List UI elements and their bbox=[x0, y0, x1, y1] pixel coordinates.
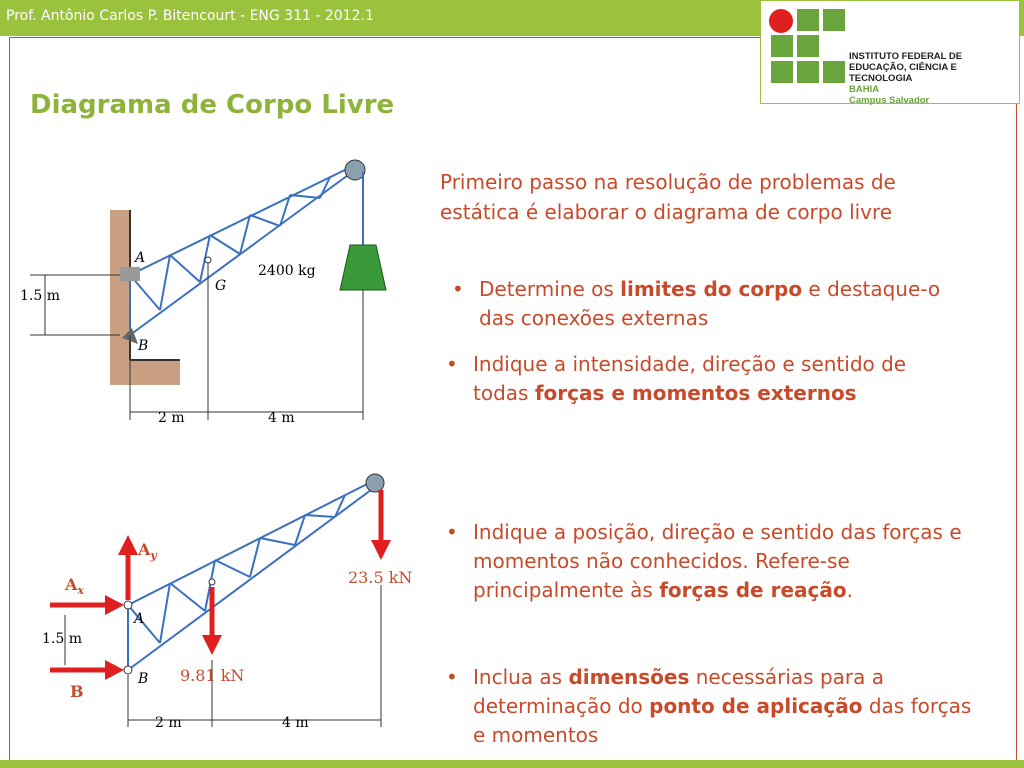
center-of-mass-icon bbox=[205, 257, 211, 263]
pin-b-icon bbox=[124, 666, 132, 674]
force-ax-arrow bbox=[50, 595, 124, 615]
center-of-mass-icon bbox=[209, 579, 215, 585]
bullet-item-4: • Inclua as dimensões necessárias para a determinação do ponto de aplicação das forças e momentos bbox=[446, 665, 972, 747]
force-ay-arrow bbox=[118, 535, 138, 600]
dim-right-label: 4 m bbox=[268, 410, 295, 426]
author-footer: Prof. Antônio Carlos P. Bitencourt - ENG 311 - 2012.1 bbox=[6, 8, 374, 24]
wall-icon bbox=[110, 210, 130, 370]
label-point-a: A bbox=[134, 611, 145, 627]
institution-logo bbox=[760, 0, 1020, 104]
bullet-item-2: • Indique a intensidade, direção e sentido de todas forças e momentos externos bbox=[446, 352, 907, 405]
logo-mark-icon bbox=[761, 1, 851, 103]
bullet-icon: • bbox=[446, 520, 458, 544]
pin-support-icon bbox=[120, 267, 140, 281]
bullet-item-3: • Indique a posição, direção e sentido das forças e momentos não conhecidos. Refere-se principalmente às forças de reação. bbox=[446, 520, 962, 602]
pin-a-icon bbox=[124, 601, 132, 609]
label-point-b: B bbox=[138, 338, 149, 354]
label-force-weight: 9.81 kN bbox=[180, 666, 245, 685]
intro-paragraph: Primeiro passo na resolução de problemas de estática é elaborar o diagrama de corpo livre bbox=[440, 170, 896, 224]
dim-vertical-label: 1.5 m bbox=[20, 288, 60, 304]
logo-line2: EDUCAÇÃO, CIÊNCIA E TECNOLOGIA bbox=[849, 62, 957, 84]
label-point-a: A bbox=[135, 250, 146, 266]
weight-icon bbox=[340, 245, 386, 290]
label-point-b: B bbox=[138, 671, 149, 687]
label-ax: $A_x$ bbox=[65, 575, 84, 597]
logo-line4: Campus Salvador bbox=[849, 95, 930, 106]
force-weight-arrow bbox=[202, 587, 222, 655]
dim-left-label: 2 m bbox=[158, 410, 185, 426]
bullet-icon: • bbox=[452, 277, 464, 301]
label-ay: $A_y$ bbox=[138, 540, 157, 562]
bullet-item-1: • Determine os limites do corpo e destaque-o das conexões externas bbox=[452, 277, 941, 330]
dim-right-label: 4 m bbox=[282, 715, 309, 731]
bullet-icon: • bbox=[446, 352, 458, 376]
logo-text bbox=[849, 51, 1019, 106]
label-force-b: B bbox=[70, 682, 84, 701]
label-force-load: 23.5 kN bbox=[348, 568, 413, 587]
footer-bar bbox=[0, 760, 1024, 768]
dim-left-label: 2 m bbox=[155, 715, 182, 731]
bullet-icon: • bbox=[446, 665, 458, 689]
logo-line1: INSTITUTO FEDERAL DE bbox=[849, 51, 963, 62]
force-load-arrow bbox=[371, 490, 391, 560]
pulley-icon bbox=[366, 474, 384, 492]
dim-vertical-label: 1.5 m bbox=[42, 631, 82, 647]
force-b-arrow bbox=[50, 660, 124, 680]
floor-icon bbox=[110, 360, 180, 385]
crane-diagram bbox=[20, 150, 420, 440]
slide-title: Diagrama de Corpo Livre bbox=[30, 90, 395, 120]
truss-icon bbox=[130, 165, 355, 335]
logo-line3: BAHIA bbox=[849, 84, 880, 95]
mass-label: 2400 kg bbox=[258, 263, 316, 279]
free-body-diagram bbox=[20, 465, 440, 740]
label-point-g: G bbox=[215, 278, 227, 294]
truss-icon bbox=[128, 480, 375, 670]
